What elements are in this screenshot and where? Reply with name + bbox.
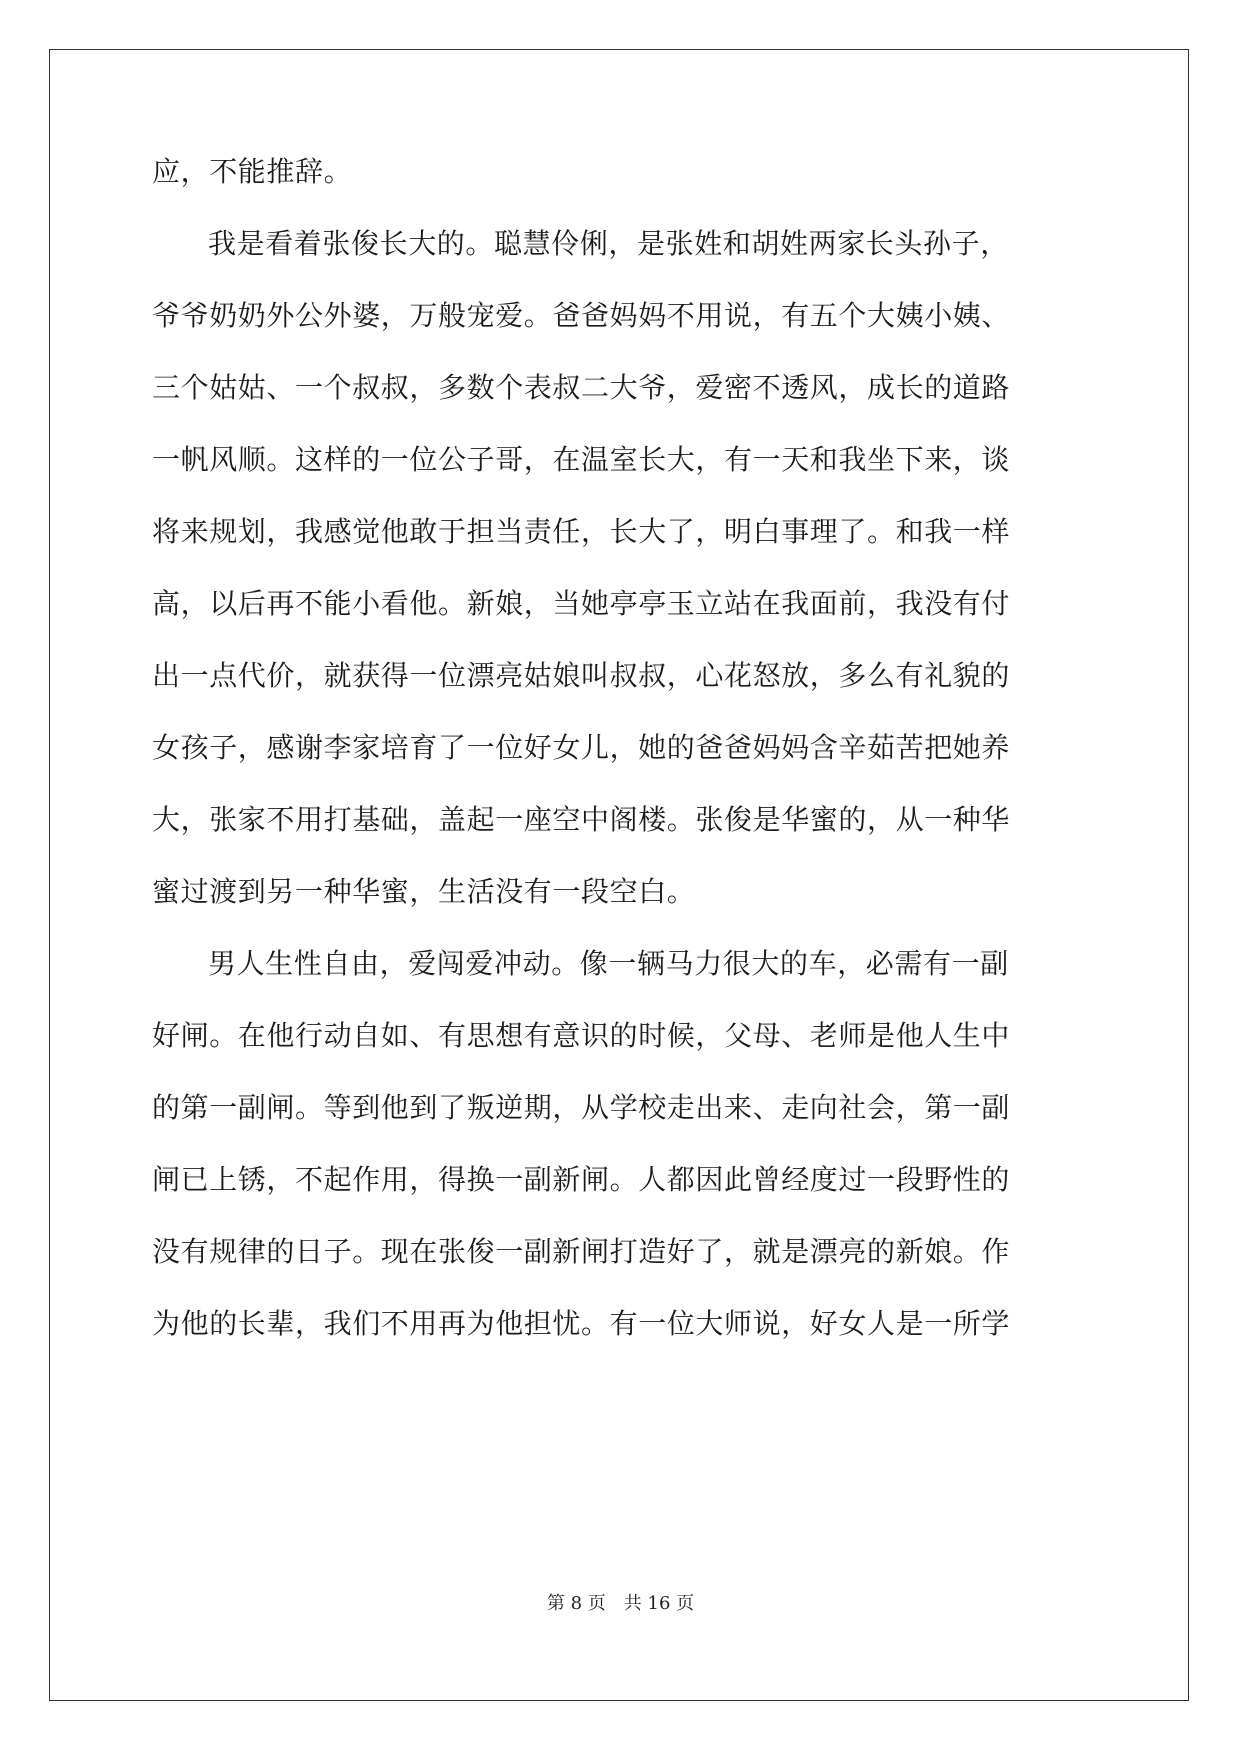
- text-line: 爷爷奶奶外公外婆，万般宠爱。爸爸妈妈不用说，有五个大姨小姨、: [152, 299, 1011, 332]
- text-line: 将来规划，我感觉他敢于担当责任，长大了，明白事理了。和我一样: [152, 515, 1011, 548]
- page-total: 共 16 页: [623, 1593, 695, 1614]
- text-line: 女孩子，感谢李家培育了一位好女儿，她的爸爸妈妈含辛茹苦把她养: [152, 731, 1011, 764]
- page-footer: [0, 1592, 1241, 1616]
- page-number: 第 8 页: [546, 1593, 606, 1614]
- text-line: 没有规律的日子。现在张俊一副新闸打造好了，就是漂亮的新娘。作: [152, 1235, 1011, 1268]
- text-line: 闸已上锈，不起作用，得换一副新闸。人都因此曾经度过一段野性的: [152, 1163, 1011, 1196]
- text-line: 大，张家不用打基础，盖起一座空中阁楼。张俊是华蜜的，从一种华: [152, 803, 1011, 836]
- text-line: 高，以后再不能小看他。新娘，当她亭亭玉立站在我面前，我没有付: [152, 587, 1011, 620]
- text-line: 好闸。在他行动自如、有思想有意识的时候，父母、老师是他人生中: [152, 1019, 1011, 1052]
- text-line: 的第一副闸。等到他到了叛逆期，从学校走出来、走向社会，第一副: [152, 1091, 1011, 1124]
- text-line: 应，不能推辞。: [152, 155, 353, 188]
- text-line: 一帆风顺。这样的一位公子哥，在温室长大，有一天和我坐下来，谈: [152, 443, 1011, 476]
- paragraph-first-line: 男人生性自由，爱闯爱冲动。像一辆马力很大的车，必需有一副: [208, 947, 1009, 980]
- text-line: 蜜过渡到另一种华蜜，生活没有一段空白。: [152, 875, 696, 908]
- text-line: 三个姑姑、一个叔叔，多数个表叔二大爷，爱密不透风，成长的道路: [152, 371, 1011, 404]
- text-line: 为他的长辈，我们不用再为他担忧。有一位大师说，好女人是一所学: [152, 1307, 1011, 1340]
- paragraph-first-line: 我是看着张俊长大的。聪慧伶俐，是张姓和胡姓两家长头孙子，: [208, 227, 1009, 260]
- text-line: 出一点代价，就获得一位漂亮姑娘叫叔叔，心花怒放，多么有礼貌的: [152, 659, 1011, 692]
